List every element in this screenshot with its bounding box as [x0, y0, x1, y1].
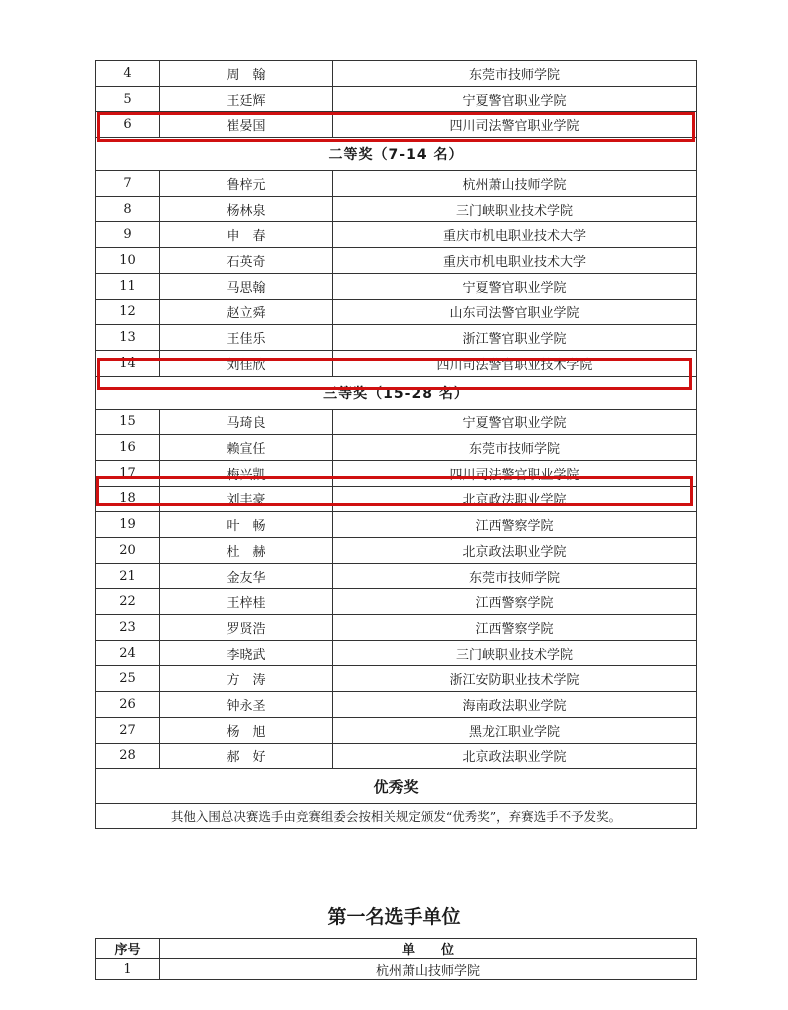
rank-cell: 22 — [96, 589, 160, 615]
rank-cell: 20 — [96, 538, 160, 564]
first-place-unit-table — [95, 938, 697, 980]
award-list — [95, 60, 696, 829]
excellence-heading: 优秀奖 — [96, 769, 697, 804]
unit-cell: 江西警察学院 — [333, 589, 697, 615]
table-row — [96, 86, 697, 112]
table-row — [96, 435, 697, 461]
name-cell: 周 翰 — [160, 61, 333, 87]
name-cell: 郝 好 — [160, 743, 333, 769]
table-row — [96, 615, 697, 641]
rank-cell: 25 — [96, 666, 160, 692]
name-cell: 杨 旭 — [160, 717, 333, 743]
name-cell: 杜 赫 — [160, 538, 333, 564]
table-row — [96, 717, 697, 743]
name-cell: 赵立舜 — [160, 299, 333, 325]
name-cell: 王廷辉 — [160, 86, 333, 112]
table-row — [96, 460, 697, 486]
unit-cell: 江西警察学院 — [333, 512, 697, 538]
rank-cell: 24 — [96, 640, 160, 666]
unit-cell: 北京政法职业学院 — [333, 743, 697, 769]
name-cell: 李晓武 — [160, 640, 333, 666]
unit-cell: 东莞市技师学院 — [333, 61, 697, 87]
name-cell: 钟永圣 — [160, 692, 333, 718]
unit-cell: 浙江安防职业技术学院 — [333, 666, 697, 692]
rank-cell: 4 — [96, 61, 160, 87]
rank-cell: 27 — [96, 717, 160, 743]
table-row — [96, 692, 697, 718]
rank-cell: 7 — [96, 171, 160, 197]
name-cell: 金友华 — [160, 563, 333, 589]
unit-cell: 海南政法职业学院 — [333, 692, 697, 718]
unit-cell: 宁夏警官职业学院 — [333, 86, 697, 112]
unit-cell: 黑龙江职业学院 — [333, 717, 697, 743]
unit-cell: 四川司法警官职业学院 — [333, 112, 697, 138]
unit-cell: 浙江警官职业学院 — [333, 325, 697, 351]
unit-cell: 宁夏警官职业学院 — [333, 273, 697, 299]
unit-cell: 重庆市机电职业技术大学 — [333, 222, 697, 248]
table-row — [96, 222, 697, 248]
name-cell: 叶 畅 — [160, 512, 333, 538]
rank-cell: 17 — [96, 460, 160, 486]
table-row — [96, 299, 697, 325]
table-row — [96, 350, 697, 376]
unit-cell: 宁夏警官职业学院 — [333, 409, 697, 435]
excellence-note-row — [96, 804, 697, 829]
unit-cell: 三门峡职业技术学院 — [333, 640, 697, 666]
rank-cell: 5 — [96, 86, 160, 112]
table-row — [96, 589, 697, 615]
name-cell: 王佳乐 — [160, 325, 333, 351]
name-cell: 鲁梓元 — [160, 171, 333, 197]
rank-cell: 10 — [96, 248, 160, 274]
name-cell: 马琦良 — [160, 409, 333, 435]
name-cell: 方 涛 — [160, 666, 333, 692]
unit-cell: 东莞市技师学院 — [333, 435, 697, 461]
unit-cell: 重庆市机电职业技术大学 — [333, 248, 697, 274]
rank-cell: 6 — [96, 112, 160, 138]
table-row — [96, 325, 697, 351]
rank-cell: 15 — [96, 409, 160, 435]
section-heading-excellence — [96, 769, 697, 804]
name-cell: 罗贤浩 — [160, 615, 333, 641]
rank-cell: 14 — [96, 350, 160, 376]
unit-cell: 四川司法警官职业技术学院 — [333, 350, 697, 376]
column-header-no: 序号 — [96, 939, 160, 959]
rank-cell: 11 — [96, 273, 160, 299]
table-row — [96, 61, 697, 87]
rank-cell: 19 — [96, 512, 160, 538]
rank-cell: 21 — [96, 563, 160, 589]
name-cell: 申 春 — [160, 222, 333, 248]
rank-cell: 1 — [96, 959, 160, 980]
name-cell: 赖宣任 — [160, 435, 333, 461]
rank-cell: 28 — [96, 743, 160, 769]
unit-cell: 杭州萧山技师学院 — [160, 959, 697, 980]
table-row — [96, 538, 697, 564]
rank-cell: 12 — [96, 299, 160, 325]
excellence-note: 其他入围总决赛选手由竞赛组委会按相关规定颁发“优秀奖”，弃赛选手不予发奖。 — [96, 804, 697, 829]
table-row — [96, 112, 697, 138]
unit-cell: 北京政法职业学院 — [333, 538, 697, 564]
table-row — [96, 486, 697, 512]
name-cell: 石英奇 — [160, 248, 333, 274]
table-row — [96, 743, 697, 769]
table-row — [96, 171, 697, 197]
award-table — [95, 60, 697, 829]
name-cell: 刘丰豪 — [160, 486, 333, 512]
unit-cell: 江西警察学院 — [333, 615, 697, 641]
table-header-row — [96, 939, 697, 959]
section-heading-third-prize — [96, 376, 697, 409]
second-prize-heading: 二等奖（7-14 名） — [96, 138, 697, 171]
table-row — [96, 640, 697, 666]
unit-cell: 四川司法警官职业学院 — [333, 460, 697, 486]
table-row — [96, 248, 697, 274]
unit-cell: 三门峡职业技术学院 — [333, 196, 697, 222]
rank-cell: 26 — [96, 692, 160, 718]
rank-cell: 23 — [96, 615, 160, 641]
rank-cell: 9 — [96, 222, 160, 248]
name-cell: 马思翰 — [160, 273, 333, 299]
rank-cell: 16 — [96, 435, 160, 461]
unit-cell: 杭州萧山技师学院 — [333, 171, 697, 197]
unit-cell: 东莞市技师学院 — [333, 563, 697, 589]
unit-cell: 北京政法职业学院 — [333, 486, 697, 512]
table-row — [96, 512, 697, 538]
column-header-unit: 单 位 — [160, 939, 697, 959]
name-cell: 杨林泉 — [160, 196, 333, 222]
section-heading-second-prize — [96, 138, 697, 171]
rank-cell: 8 — [96, 196, 160, 222]
rank-cell: 13 — [96, 325, 160, 351]
name-cell: 刘佳欣 — [160, 350, 333, 376]
name-cell: 崔晏国 — [160, 112, 333, 138]
name-cell: 梅兴凯 — [160, 460, 333, 486]
first-place-unit-title: 第一名选手单位 — [327, 906, 461, 928]
table-row — [96, 959, 697, 980]
rank-cell: 18 — [96, 486, 160, 512]
unit-cell: 山东司法警官职业学院 — [333, 299, 697, 325]
table-row — [96, 196, 697, 222]
table-row — [96, 563, 697, 589]
third-prize-heading: 三等奖（15-28 名） — [96, 376, 697, 409]
table-row — [96, 273, 697, 299]
table-row — [96, 409, 697, 435]
name-cell: 王梓桂 — [160, 589, 333, 615]
table-row — [96, 666, 697, 692]
